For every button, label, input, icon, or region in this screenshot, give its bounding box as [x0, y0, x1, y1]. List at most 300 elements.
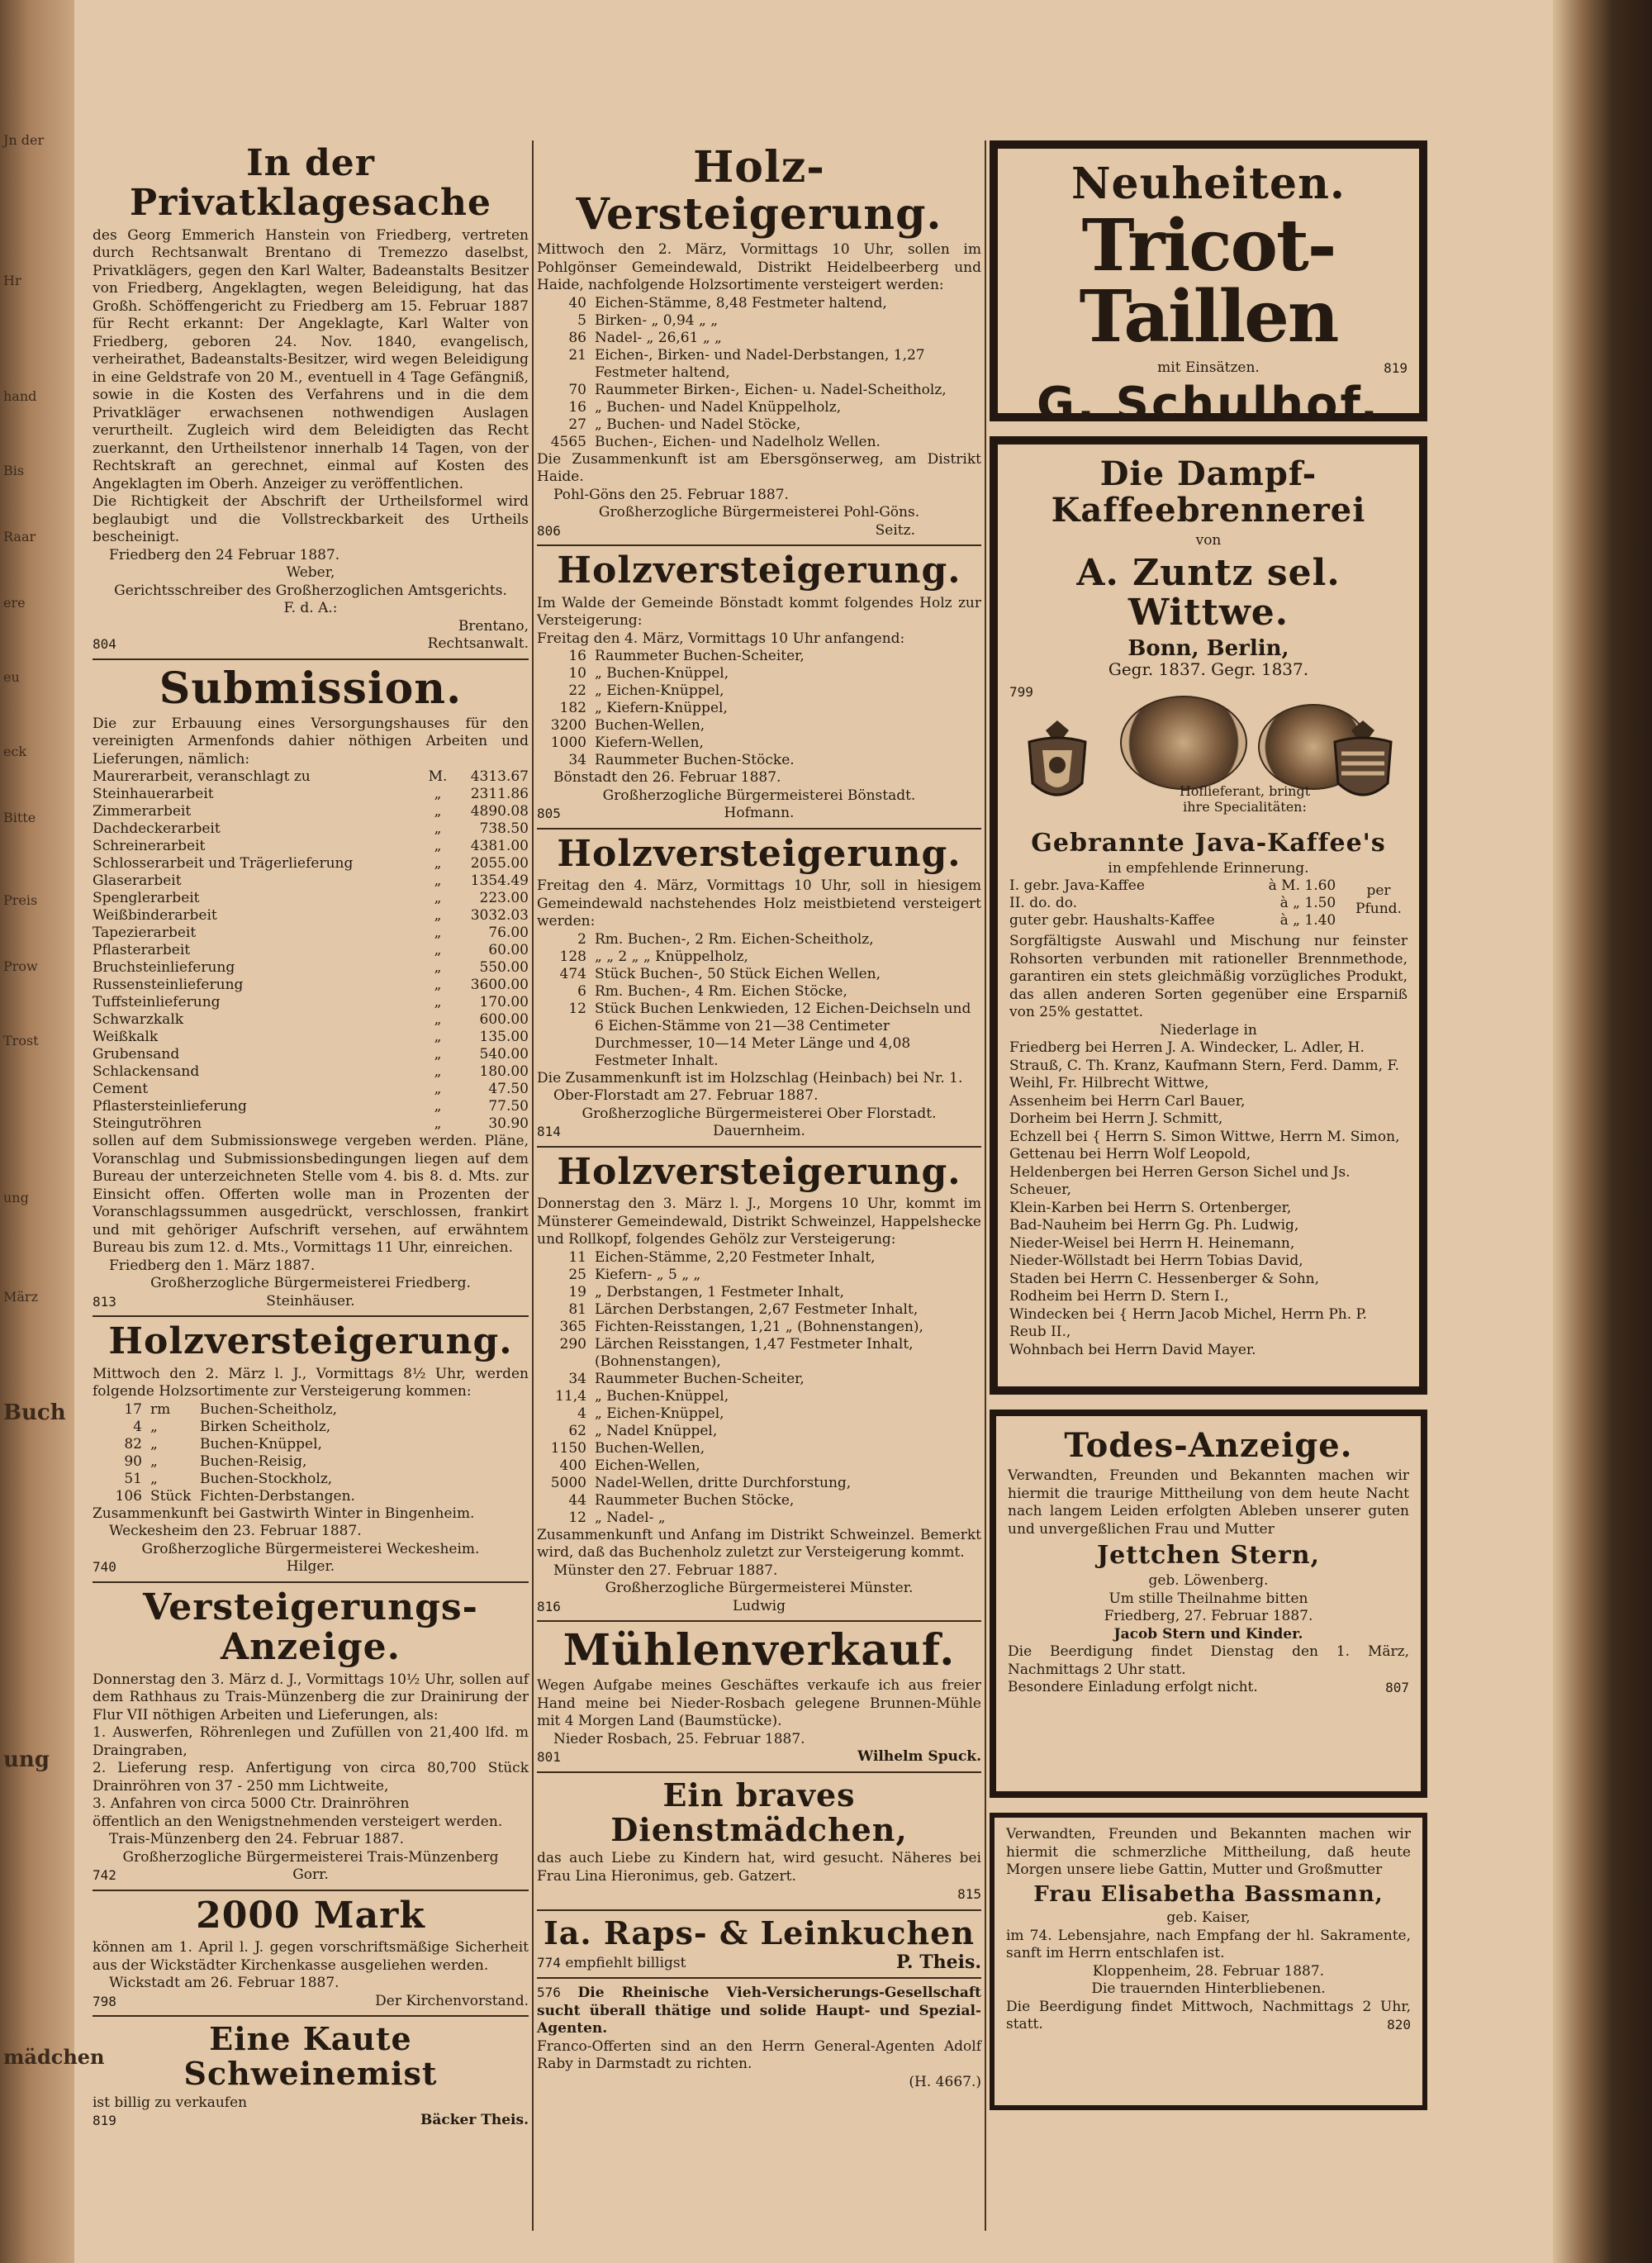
list-text: „ Nadel- „ [595, 1509, 666, 1526]
price-amount: à „ 1.40 [1279, 912, 1336, 929]
list-item [537, 931, 981, 948]
cost-currency: „ [434, 803, 442, 820]
price-table [1009, 877, 1336, 929]
gutter-fragment: eck [3, 744, 27, 759]
cost-currency: „ [434, 1029, 442, 1046]
ad-body: Sorgfältigste Auswahl und Mischung nur feinster Rohsorten verbunden mit rationeller Brennmethode, garantiren ein stets gleichmäßig vorzügliches Produkt, das allen anderen Sorten gegenüber eine Ersparniß von 25% gestattet. [1009, 933, 1408, 1021]
ad-hoflieferant: Hoflieferant, bringt ihre Specialitäten: [1179, 782, 1311, 815]
divider [537, 828, 981, 830]
list-text: Stück Buchen-, 50 Stück Eichen Wellen, [595, 965, 881, 982]
ad-founded: Gegr. 1837. Gegr. 1837. [1108, 659, 1309, 680]
list-text: Buchen-Stockholz, [200, 1470, 333, 1487]
ad-body [537, 1951, 981, 1973]
list-text: „ „ 2 „ „ Knüppelholz, [595, 948, 748, 965]
cost-value: 2055.00 [470, 855, 529, 872]
ad-body: Verwandten, Freunden und Bekannten machen wir hiermit die traurige Mittheilung von dem heute Nacht nach langem Leiden erfolgten Ableben unserer guten und unvergeßlichen Frau und Mutter [1008, 1467, 1409, 1538]
ad-signature: F. d. A.: [283, 600, 338, 617]
list-item [537, 434, 981, 451]
list-qty: 1000 [550, 735, 586, 752]
cost-currency: „ [434, 994, 442, 1011]
list-item [537, 717, 981, 735]
gutter-fragment: März [3, 1289, 38, 1305]
list-qty: 40 [568, 294, 586, 311]
list-qty: 86 [568, 329, 586, 346]
ad-number: 798 [93, 1993, 116, 2009]
ad-body [1006, 1999, 1411, 2034]
list-qty: 82 [124, 1435, 142, 1452]
ad-signature: Gerichtsschreiber des Großherzoglichen Amtsgerichts. [114, 582, 507, 599]
ad-signature: Die trauernden Hinterbliebenen. [1091, 1980, 1326, 1998]
ad-list-item: 1. Auswerfen, Röhrenlegen und Zufüllen von 21,400 lfd. m Draingraben, [93, 1724, 529, 1759]
list-item [537, 665, 981, 682]
ad-heading: Todes-Anzeige. [1064, 1426, 1353, 1465]
deceased-name: Jettchen Stern, [1096, 1541, 1321, 1570]
depot-item: Nieder-Wöllstadt bei Herrn Tobias David, [1009, 1253, 1303, 1270]
ad-signature: Großherzogliche Bürgermeisterei Weckesheim. [141, 1540, 480, 1557]
list-text: „ Buchen-Knüppel, [595, 1387, 729, 1405]
list-text: Fichten-Derbstangen. [200, 1487, 355, 1505]
list-item [537, 330, 981, 347]
depot-item: Heldenbergen bei Herren Gerson Sichel und Js. Scheuer, [1009, 1163, 1351, 1199]
divider [93, 1890, 529, 1891]
list-text: Lärchen Reisstangen, 1,47 Festmeter Inhalt, (Bohnenstangen), [595, 1335, 914, 1370]
cost-currency: „ [434, 820, 442, 838]
divider [537, 1771, 981, 1773]
list-qty: 17 [124, 1400, 142, 1418]
list-qty: 70 [568, 381, 586, 398]
list-text: Nadel- „ 26,61 „ „ [595, 329, 722, 346]
ad-date: Friedberg den 1. März 1887. [109, 1257, 316, 1274]
ad-signature: Brentano, [458, 617, 529, 635]
list-item [93, 1401, 529, 1419]
ad-signature-name: Hilger. [286, 1558, 335, 1576]
seal-row [1009, 684, 1408, 825]
list-item [537, 1336, 981, 1371]
ad-body: geb. Löwenberg. [1148, 1572, 1269, 1589]
ad-number: 820 [1387, 2017, 1411, 2033]
list-qty: 6 [577, 982, 586, 1000]
cost-currency: „ [434, 872, 442, 890]
cost-row [93, 1081, 529, 1098]
cost-row [93, 925, 529, 942]
list-qty: 21 [568, 346, 586, 364]
wood-list [537, 931, 981, 1070]
list-qty: 400 [559, 1457, 586, 1474]
list-qty: 62 [568, 1422, 586, 1439]
ad-signature [537, 1598, 981, 1616]
ad-signature [93, 1993, 529, 2011]
coat-of-arms-icon [1018, 717, 1097, 808]
ad-body: Zusammenkunft und Anfang im Distrikt Schweinzel. Bemerkt wird, daß das Buchenholz zuletzt zur Versteigerung kommt. [537, 1526, 981, 1562]
list-text: Buchen-Knüppel, [200, 1435, 322, 1452]
price-list [1009, 877, 1408, 929]
cost-row [93, 838, 529, 855]
price-row [1009, 877, 1336, 895]
ad-signature-name: P. Theis. [896, 1951, 981, 1973]
cost-value: 135.00 [479, 1029, 529, 1046]
list-item [537, 1509, 981, 1527]
ad-list-item: 3. Anfahren von circa 5000 Ctr. Drainröhren [93, 1795, 410, 1813]
list-item [537, 735, 981, 752]
list-text: Buchen-Wellen, [595, 1439, 705, 1457]
divider [93, 1581, 529, 1583]
list-qty: 106 [115, 1487, 142, 1505]
cost-item: Cement [93, 1081, 149, 1098]
cost-row [93, 977, 529, 994]
ad-number: 576 [537, 1985, 561, 2001]
cost-currency: „ [434, 1011, 442, 1029]
cost-row [93, 1046, 529, 1063]
ad-cities: Bonn, Berlin, [1127, 636, 1289, 662]
ad-date: Kloppenheim, 28. Februar 1887. [1092, 1962, 1325, 1980]
ad-heading: Holzversteigerung. [557, 549, 961, 592]
column-rule [532, 140, 534, 2231]
list-qty: 81 [568, 1300, 586, 1318]
list-qty: 25 [568, 1266, 586, 1283]
cost-value: 170.00 [479, 994, 529, 1011]
cost-item: Maurerarbeit, veranschlagt zu [93, 768, 311, 786]
ad-product-title: Tricot-Taillen [1079, 204, 1338, 359]
depot-item: Assenheim bei Herrn Carl Bauer, [1009, 1092, 1246, 1110]
cost-currency: „ [434, 907, 442, 925]
ad-body: Die Zusammenkunft ist am Ebersgönserweg, am Distrikt Haide. [537, 450, 981, 486]
list-item [537, 983, 981, 1001]
cost-value: 600.00 [479, 1011, 529, 1029]
list-qty: 4 [133, 1418, 142, 1435]
list-item [537, 1319, 981, 1336]
depot-item: Klein-Karben bei Herrn S. Ortenberger, [1009, 1199, 1292, 1216]
gutter-fragment: Prow [3, 958, 38, 974]
wood-list [93, 1401, 529, 1505]
depot-item: Bad-Nauheim bei Herrn Gg. Ph. Ludwig, [1009, 1217, 1299, 1234]
list-item [537, 948, 981, 966]
ad-signature-name: Hofmann. [724, 805, 795, 822]
ad-number-row [537, 1885, 981, 1904]
divider [537, 1146, 981, 1148]
ad-number: 740 [93, 1559, 116, 1576]
list-text: „ Eichen-Knüppel, [595, 1405, 724, 1422]
list-qty: 16 [568, 398, 586, 416]
cost-currency: „ [434, 1063, 442, 1081]
gutter-fragment: ung [3, 1190, 29, 1205]
list-text: Fichten-Reisstangen, 1,21 „ (Bohnenstangen), [595, 1318, 923, 1335]
price-row [1009, 895, 1336, 912]
list-item [537, 1423, 981, 1440]
list-text: „ Buchen- und Nadel Stöcke, [595, 416, 801, 433]
cost-value: 180.00 [479, 1063, 529, 1081]
ad-signature: Großherzogliche Bürgermeisterei Bönstadt. [602, 787, 916, 804]
cost-value: 4313.67 [470, 768, 529, 786]
list-text: Birken- „ 0,94 „ „ [595, 311, 718, 329]
list-unit: „ [150, 1470, 158, 1487]
list-qty: 12 [568, 1509, 586, 1526]
ad-heading: Mühlenverkauf. [563, 1625, 956, 1676]
wood-list [537, 1249, 981, 1527]
list-qty: 11,4 [555, 1387, 586, 1405]
depot-list [1009, 1039, 1408, 1359]
list-qty: 27 [568, 416, 586, 433]
list-text: Eichen-Stämme, 2,20 Festmeter Inhalt, [595, 1248, 876, 1266]
ad-heading: Ein braves Dienstmädchen, [610, 1776, 908, 1848]
ad-date: Münster den 27. Februar 1887. [553, 1562, 778, 1579]
ad-number: 807 [1385, 1680, 1409, 1695]
ad-heading: Die Dampf-Kaffeebrennerei [1051, 454, 1366, 530]
cost-row [93, 1098, 529, 1115]
price-amount: à M. 1.60 [1268, 877, 1336, 895]
cost-value: 3032.03 [470, 907, 529, 925]
ad-signature: Großherzogliche Bürgermeisterei Münster. [605, 1580, 914, 1597]
list-item [537, 399, 981, 416]
cost-value: 1354.49 [470, 872, 529, 890]
list-text: Buchen-Scheitholz, [200, 1400, 338, 1418]
list-item [537, 1388, 981, 1405]
cost-item: Steinhauerarbeit [93, 786, 214, 803]
list-text: „ Buchen-Knüppel, [595, 665, 729, 682]
ad-signature [93, 1558, 529, 1576]
ad-body: Mittwoch den 2. März l. J., Vormittags 8½ Uhr, werden folgende Holzsortimente zur Versteigerung kommen: [93, 1365, 529, 1400]
list-item [537, 966, 981, 983]
list-item [537, 1284, 981, 1301]
list-item [537, 648, 981, 665]
ad-body: Donnerstag den 3. März d. J., Vormittags 10½ Uhr, sollen auf dem Rathhaus zu Trais-Münzenberg die zur Drainirung der Flur VII nöthigen Arbeiten und Lieferungen, als: [93, 1671, 529, 1723]
ad-signature [537, 1748, 981, 1766]
ad-body: geb. Kaiser, [1166, 1909, 1251, 1927]
ad-date: Bönstadt den 26. Februar 1887. [553, 769, 781, 787]
ad-signature: Großherzogliche Bürgermeisterei Pohl-Göns. [598, 504, 920, 521]
column-rule [985, 140, 986, 2231]
list-qty: 290 [559, 1335, 586, 1353]
ad-note: Besondere Einladung erfolgt nicht. [1008, 1679, 1258, 1695]
list-text: Buchen-Wellen, [595, 717, 705, 735]
divider [537, 544, 981, 546]
ad-list-item: 2. Lieferung resp. Anfertigung von circa 80,700 Stück Drainröhren von 37 - 250 mm Lichtweite, [93, 1760, 529, 1795]
cost-row [93, 1115, 529, 1133]
ad-number: 774 [537, 1954, 561, 1971]
list-qty: 4565 [550, 433, 586, 450]
cost-item: Schreinerarbeit [93, 838, 206, 855]
cost-currency: „ [434, 890, 442, 907]
cost-row [93, 942, 529, 959]
ad-heading: Holzversteigerung. [557, 1150, 961, 1193]
cost-currency: „ [434, 925, 442, 942]
ad-signature: Großherzogliche Bürgermeisterei Ober Florstadt. [582, 1105, 937, 1122]
cost-currency: „ [434, 977, 442, 994]
ad-firm-name: A. Zuntz sel. Wittwe. [1076, 551, 1341, 634]
list-item [93, 1436, 529, 1453]
ad-body: Franco-Offerten sind an den Herrn General-Agenten Adolf Raby in Darmstadt zu richten. [537, 2037, 981, 2073]
ad-von: von [1195, 532, 1222, 549]
depot-item: Staden bei Herrn C. Hessenberger & Sohn, [1009, 1270, 1319, 1287]
gutter-fragment: Buch [3, 1400, 66, 1425]
gutter-fragment: Trost [3, 1033, 39, 1048]
ad-heading: Holz-Versteigerung. [576, 142, 942, 240]
gutter-fragment: Bis [3, 463, 25, 478]
column-2 [537, 140, 981, 2231]
depot-item: Nieder-Weisel bei Herrn H. Heinemann, [1009, 1234, 1295, 1252]
list-qty: 2 [577, 930, 586, 948]
ad-number: 819 [1384, 360, 1408, 377]
cost-item: Weißkalk [93, 1029, 159, 1046]
gutter-fragment: Hr [3, 273, 21, 288]
ad-signature-name: Dauernheim. [713, 1123, 805, 1140]
ad-subheading: Gebrannte Java-Kaffee's [1031, 828, 1386, 858]
ad-number: 815 [957, 1886, 981, 1903]
ad-body: Freitag den 4. März, Vormittags 10 Uhr, soll in hiesigem Gemeindewald nachstehendes Holz meistbietend versteigert werden: [537, 877, 981, 930]
ad-heading: Neuheiten. [1070, 159, 1346, 209]
ad-signature: Jacob Stern und Kinder. [1113, 1625, 1303, 1643]
cost-item: Dachdeckerarbeit [93, 820, 221, 838]
price-name: guter gebr. Haushalts-Kaffee [1009, 912, 1215, 929]
ad-number: 814 [537, 1124, 561, 1140]
cost-item: Pflastersteinlieferung [93, 1098, 247, 1115]
cost-row [93, 994, 529, 1011]
ad-signature-role: Rechtsanwalt. [427, 635, 529, 653]
list-qty: 19 [568, 1283, 586, 1300]
ad-body: Die Richtigkeit der Abschrift der Urtheilsformel wird beglaubigt und die Vollstreckbarkeit des Urtheils bescheinigt. [93, 493, 529, 546]
cost-value: 76.00 [488, 925, 529, 942]
price-row [1009, 912, 1336, 929]
list-text: „ Nadel Knüppel, [595, 1422, 718, 1439]
depot-item: Friedberg bei Herren J. A. Windecker, L. Adler, H. Strauß, C. Th. Kranz, Kaufmann Stern, Ferd. Damm, F. Weihl, Fr. Hilbrecht Wittwe, [1009, 1039, 1399, 1092]
ad-date: Wickstadt am 26. Februar 1887. [109, 1975, 339, 1992]
deceased-name: Frau Elisabetha Bassmann, [1033, 1881, 1384, 1907]
gutter-fragment: ung [3, 1747, 50, 1772]
cost-value: 2311.86 [470, 786, 529, 803]
cost-value: 4890.08 [470, 803, 529, 820]
depot-item: Rodheim bei Herrn D. Stern I., [1009, 1288, 1229, 1305]
depot-item: Wohnbach bei Herrn David Mayer. [1009, 1341, 1256, 1358]
ad-signature-name: Der Kirchenvorstand. [375, 1992, 529, 2009]
coat-of-arms-icon [1323, 717, 1403, 808]
list-text: Raummeter Buchen-Scheiter, [595, 648, 805, 665]
cost-currency: „ [434, 786, 442, 803]
ad-body: Freitag den 4. März, Vormittags 10 Uhr anfangend: [537, 630, 905, 647]
list-text: Buchen-, Eichen- und Nadelholz Wellen. [595, 433, 881, 450]
list-text: Raummeter Birken-, Eichen- u. Nadel-Scheitholz, [595, 381, 947, 398]
ad-date: Ober-Florstadt am 27. Februar 1887. [553, 1087, 819, 1105]
ad-body: Die Zusammenkunft ist im Holzschlag (Heinbach) bei Nr. 1. [537, 1069, 963, 1086]
ad-signature: Großherzogliche Bürgermeisterei Friedberg. [150, 1275, 471, 1292]
ad-signature [93, 635, 529, 654]
ad-body: das auch Liebe zu Kindern hat, wird gesucht. Näheres bei Frau Lina Hieronimus, geb. Gatzert. [537, 1850, 981, 1885]
ad-signature-name: Bäcker Theis. [420, 2112, 529, 2129]
ad-signature: Weber, [286, 564, 335, 582]
medal-icon [1120, 696, 1247, 790]
price-amount: à „ 1.50 [1279, 895, 1336, 912]
cost-item: Weißbinderarbeit [93, 907, 217, 925]
cost-value: 4381.00 [470, 838, 529, 855]
cost-currency: „ [434, 942, 442, 959]
cost-item: Bruchsteinlieferung [93, 959, 235, 977]
gutter-fragment: Bitte [3, 810, 36, 825]
list-text: Lärchen Derbstangen, 2,67 Festmeter Inhalt, [595, 1300, 919, 1318]
column-1 [93, 140, 529, 2231]
list-qty: 5000 [550, 1474, 586, 1491]
list-unit: „ [150, 1452, 158, 1470]
ad-body: öffentlich an den Wenigstnehmenden versteigert werden. [93, 1813, 503, 1830]
ad-firm-name: G. Schulhof. [1036, 377, 1381, 431]
depot-item: Dorheim bei Herrn J. Schmitt, [1009, 1110, 1223, 1128]
list-item [537, 295, 981, 312]
list-text: Buchen-Reisig, [200, 1452, 307, 1470]
list-qty: 11 [568, 1248, 586, 1266]
ad-subtitle-row [1009, 359, 1408, 378]
cost-row [93, 803, 529, 820]
ad-body [537, 1984, 981, 2038]
ad-subtitle: mit Einsätzen. [1157, 359, 1260, 377]
price-name: II. do. do. [1009, 895, 1078, 912]
ad-date: Pohl-Göns den 25. Februar 1887. [553, 486, 789, 503]
ad-number: 816 [537, 1598, 561, 1614]
list-item [537, 1001, 981, 1070]
divider [537, 1977, 981, 1979]
cost-row [93, 1011, 529, 1029]
ad-heading: 2000 Mark [196, 1894, 425, 1937]
ad-number: 801 [537, 1749, 561, 1766]
list-unit: „ [150, 1435, 158, 1452]
depot-item: Echzell bei { Herrn S. Simon Wittwe, Herrn M. Simon, [1009, 1128, 1400, 1145]
ad-heading: Versteigerungs-Anzeige. [143, 1586, 478, 1669]
cost-item: Schlosserarbeit und Trägerlieferung [93, 855, 354, 872]
list-text: „ Kiefern-Knüppel, [595, 700, 728, 717]
ad-date: Friedberg den 24 Februar 1887. [109, 546, 340, 563]
cost-item: Grubensand [93, 1046, 180, 1063]
ad-body [1008, 1679, 1409, 1697]
cost-currency: „ [434, 1081, 442, 1098]
cost-currency: „ [434, 838, 442, 855]
ad-signature [93, 2112, 529, 2130]
ad-number: 742 [93, 1867, 116, 1884]
ad-box-todesanzeige [990, 1410, 1427, 1798]
list-item [537, 1475, 981, 1492]
ad-number: 819 [93, 2113, 116, 2129]
list-text: Raummeter Buchen-Scheiter, [595, 1370, 805, 1387]
list-qty: 3200 [550, 717, 586, 735]
cost-row [93, 872, 529, 890]
cost-value: 550.00 [479, 959, 529, 977]
gutter-fragment: hand [3, 388, 37, 404]
ad-heading: Holzversteigerung. [108, 1320, 513, 1363]
ad-body: im 74. Lebensjahre, nach Empfang der hl. Sakramente, sanft im Herrn entschlafen ist. [1006, 1927, 1411, 1962]
ad-body: ist billig zu verkaufen [93, 2094, 248, 2111]
cost-currency: „ [434, 855, 442, 872]
ad-signature [93, 1293, 529, 1311]
cost-item: Steingutröhren [93, 1115, 202, 1133]
ad-date: Nieder Rosbach, 25. Februar 1887. [553, 1730, 805, 1747]
cost-row [93, 820, 529, 838]
list-item [537, 1301, 981, 1319]
cost-table [93, 768, 529, 1133]
ad-body-text: empfiehlt billigst [565, 1954, 686, 1971]
ad-number: 813 [93, 1293, 116, 1310]
list-item [537, 347, 981, 382]
ad-subtitle: Niederlage in [1160, 1021, 1257, 1039]
list-qty: 90 [124, 1452, 142, 1470]
list-qty: 22 [568, 682, 586, 700]
cost-item: Spenglerarbeit [93, 890, 200, 907]
ad-body: Verwandten, Freunden und Bekannten machen wir hiermit die schmerzliche Mittheilung, daß heute Morgen unsere liebe Gattin, Mutter und Großmutter [1006, 1826, 1411, 1878]
list-text: Kiefern-Wellen, [595, 735, 704, 752]
list-qty: 128 [559, 948, 586, 965]
ad-heading: Eine Kaute Schweinemist [183, 2020, 438, 2092]
list-item [537, 312, 981, 330]
list-qty: 51 [124, 1470, 142, 1487]
ad-heading: Holzversteigerung. [557, 832, 961, 875]
ad-body: Mittwoch den 2. März, Vormittags 10 Uhr, sollen im Pohlgönser Gemeindewald, Distrikt Heidelbeerberg und Haide, nachfolgende Holzsortimente versteigert werden: [537, 241, 981, 294]
ad-date: Friedberg, 27. Februar 1887. [1104, 1608, 1313, 1624]
ad-signature [537, 1123, 981, 1141]
cost-value: 3600.00 [470, 977, 529, 994]
